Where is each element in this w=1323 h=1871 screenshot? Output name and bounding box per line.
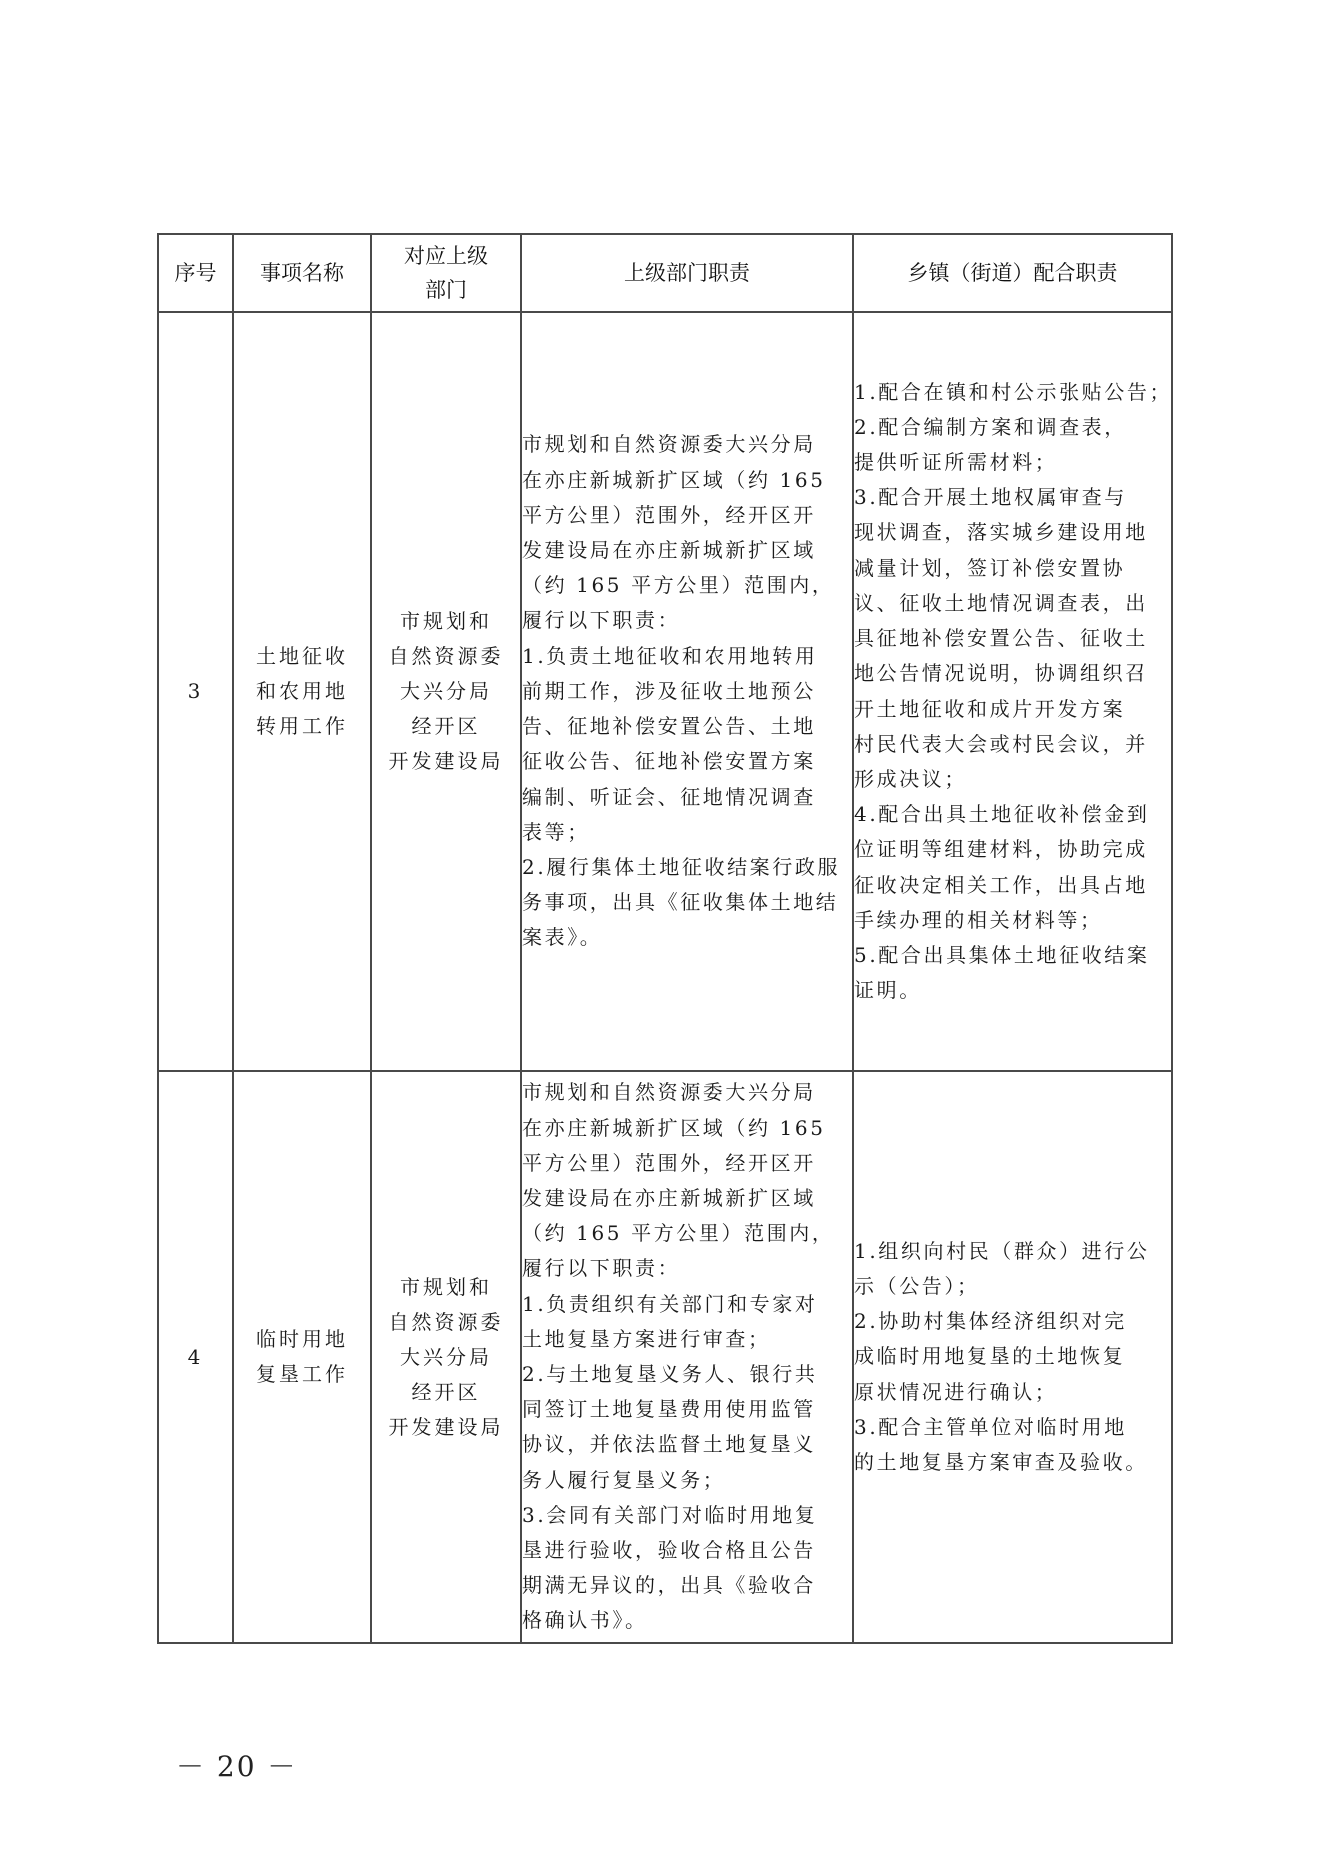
text-line: 的土地复垦方案审查及验收。: [854, 1450, 1148, 1474]
dept-cell: [371, 312, 521, 1071]
text-line: 议、征收土地情况调查表，出: [854, 590, 1148, 615]
text-line: 2.协助村集体经济组织对完: [854, 1309, 1127, 1334]
text-line: 1.负责组织有关部门和专家对: [522, 1291, 818, 1316]
text-line: 手续办理的相关材料等；: [854, 907, 1103, 932]
dept-cell: [371, 1071, 521, 1643]
header-superior-dept: [371, 234, 521, 312]
text-line: 格确认书》。: [522, 1608, 648, 1633]
text-line: （约 165 平方公里）范围内，: [522, 573, 835, 598]
text-line: 市规划和自然资源委大兴分局: [522, 1080, 816, 1105]
text-line: 减量计划，签订补偿安置协: [854, 555, 1126, 580]
page-number: － 20 －: [176, 1750, 298, 1783]
text-line: 自然资源委: [388, 1309, 504, 1334]
text-line: 土地复垦方案进行审查；: [522, 1326, 771, 1351]
text-line: 临时用地: [256, 1327, 348, 1351]
text-line: 村民代表大会或村民会议，并: [854, 731, 1148, 756]
text-line: 在亦庄新城新扩区域（约 165: [522, 1115, 826, 1140]
duty-table: [157, 233, 1173, 1644]
text-line: 大兴分局: [400, 679, 492, 703]
text-line: 自然资源委: [388, 644, 504, 668]
table-row: [158, 312, 1172, 1071]
text-line: 告、征地补偿安置公告、土地: [522, 714, 816, 739]
text-line: 平方公里）范围外，经开区开: [522, 502, 816, 527]
township-duties-cell: [853, 312, 1172, 1071]
text-line: 征收公告、征地补偿安置方案: [522, 749, 816, 774]
text-line: 经开区: [411, 1379, 481, 1404]
text-line: 2.履行集体土地征收结案行政服: [522, 854, 841, 879]
text-line: 表等；: [522, 819, 590, 844]
text-line: 土地征收: [256, 644, 348, 668]
text-line: 3.配合主管单位对临时用地: [854, 1414, 1127, 1439]
text-line: 位证明等组建材料，协助完成: [854, 837, 1148, 862]
text-line: 现状调查，落实城乡建设用地: [854, 520, 1148, 545]
text-line: 成临时用地复垦的土地恢复: [854, 1344, 1126, 1369]
text-line: 开发建设局: [388, 749, 504, 773]
text-line: 期满无异议的，出具《验收合: [522, 1573, 816, 1598]
header-township-duties: 乡镇（街道）配合职责: [853, 234, 1172, 312]
table-row: [158, 1071, 1172, 1643]
text-line: 市规划和自然资源委大兴分局: [522, 432, 816, 457]
text-line: 4.配合出具土地征收补偿金到: [854, 802, 1150, 827]
text-line: 转用工作: [256, 714, 348, 738]
header-index: 序号: [158, 234, 233, 312]
text-line: 务人履行复垦义务；: [522, 1467, 726, 1492]
text-line: 1.负责土地征收和农用地转用: [522, 643, 818, 668]
header-item-name: 事项名称: [233, 234, 371, 312]
table-header-row: [158, 234, 1172, 312]
text-line: （约 165 平方公里）范围内，: [522, 1221, 835, 1246]
text-line: 1.配合在镇和村公示张贴公告；: [854, 379, 1173, 404]
text-line: 2.配合编制方案和调查表，: [854, 414, 1127, 439]
text-line: 2.与土地复垦义务人、银行共: [522, 1362, 818, 1386]
text-line: 前期工作，涉及征收土地预公: [522, 678, 816, 703]
text-line: 形成决议；: [854, 766, 967, 791]
township-duties-cell: [853, 1071, 1172, 1643]
text-line: 履行以下职责：: [522, 608, 681, 633]
text-line: 发建设局在亦庄新城新扩区域: [522, 1185, 816, 1210]
superior-duties-cell: [521, 1071, 853, 1643]
superior-duties-cell: [521, 312, 853, 1071]
text-line: 编制、听证会、征地情况调查: [522, 784, 816, 809]
row-index-value: 4: [187, 1344, 204, 1369]
row-index-value: 3: [187, 679, 204, 703]
item-name-cell: [233, 1071, 371, 1643]
text-line: 证明。: [854, 978, 922, 1003]
text-line: 履行以下职责：: [522, 1256, 681, 1281]
text-line: 垦进行验收，验收合格且公告: [522, 1538, 816, 1563]
text-line: 案表》。: [522, 925, 603, 950]
text-line: 复垦工作: [256, 1362, 348, 1386]
header-line: 部门: [425, 278, 467, 302]
text-line: 平方公里）范围外，经开区开: [522, 1150, 816, 1175]
text-line: 在亦庄新城新扩区域（约 165: [522, 467, 826, 492]
text-line: 和农用地: [256, 679, 348, 703]
text-line: 地公告情况说明，协调组织召: [854, 661, 1148, 686]
text-line: 示（公告）；: [854, 1273, 980, 1298]
text-line: 3.配合开展土地权属审查与: [854, 485, 1127, 510]
text-line: 发建设局在亦庄新城新扩区域: [522, 538, 816, 563]
header-line: 对应上级: [404, 244, 488, 268]
text-line: 市规划和: [400, 609, 492, 633]
text-line: 同签订土地复垦费用使用监管: [522, 1397, 816, 1422]
text-line: 务事项，出具《征收集体土地结: [522, 890, 839, 915]
text-line: 开土地征收和成片开发方案: [854, 696, 1126, 721]
text-line: 开发建设局: [388, 1414, 504, 1439]
text-line: 征收决定相关工作，出具占地: [854, 872, 1148, 897]
text-line: 经开区: [411, 714, 481, 738]
text-line: 1.组织向村民（群众）进行公: [854, 1238, 1150, 1263]
item-name-cell: [233, 312, 371, 1071]
text-line: 具征地补偿安置公告、征收土: [854, 626, 1148, 651]
text-line: 提供听证所需材料；: [854, 450, 1058, 475]
text-line: 市规划和: [400, 1274, 492, 1299]
text-line: 5.配合出具集体土地征收结案: [854, 942, 1150, 967]
row-index: [158, 312, 233, 1071]
text-line: 原状情况进行确认；: [854, 1379, 1058, 1404]
header-superior-duties: 上级部门职责: [521, 234, 853, 312]
text-line: 3.会同有关部门对临时用地复: [522, 1502, 818, 1527]
text-line: 协议，并依法监督土地复垦义: [522, 1432, 816, 1457]
row-index: [158, 1071, 233, 1643]
text-line: 大兴分局: [400, 1344, 492, 1369]
